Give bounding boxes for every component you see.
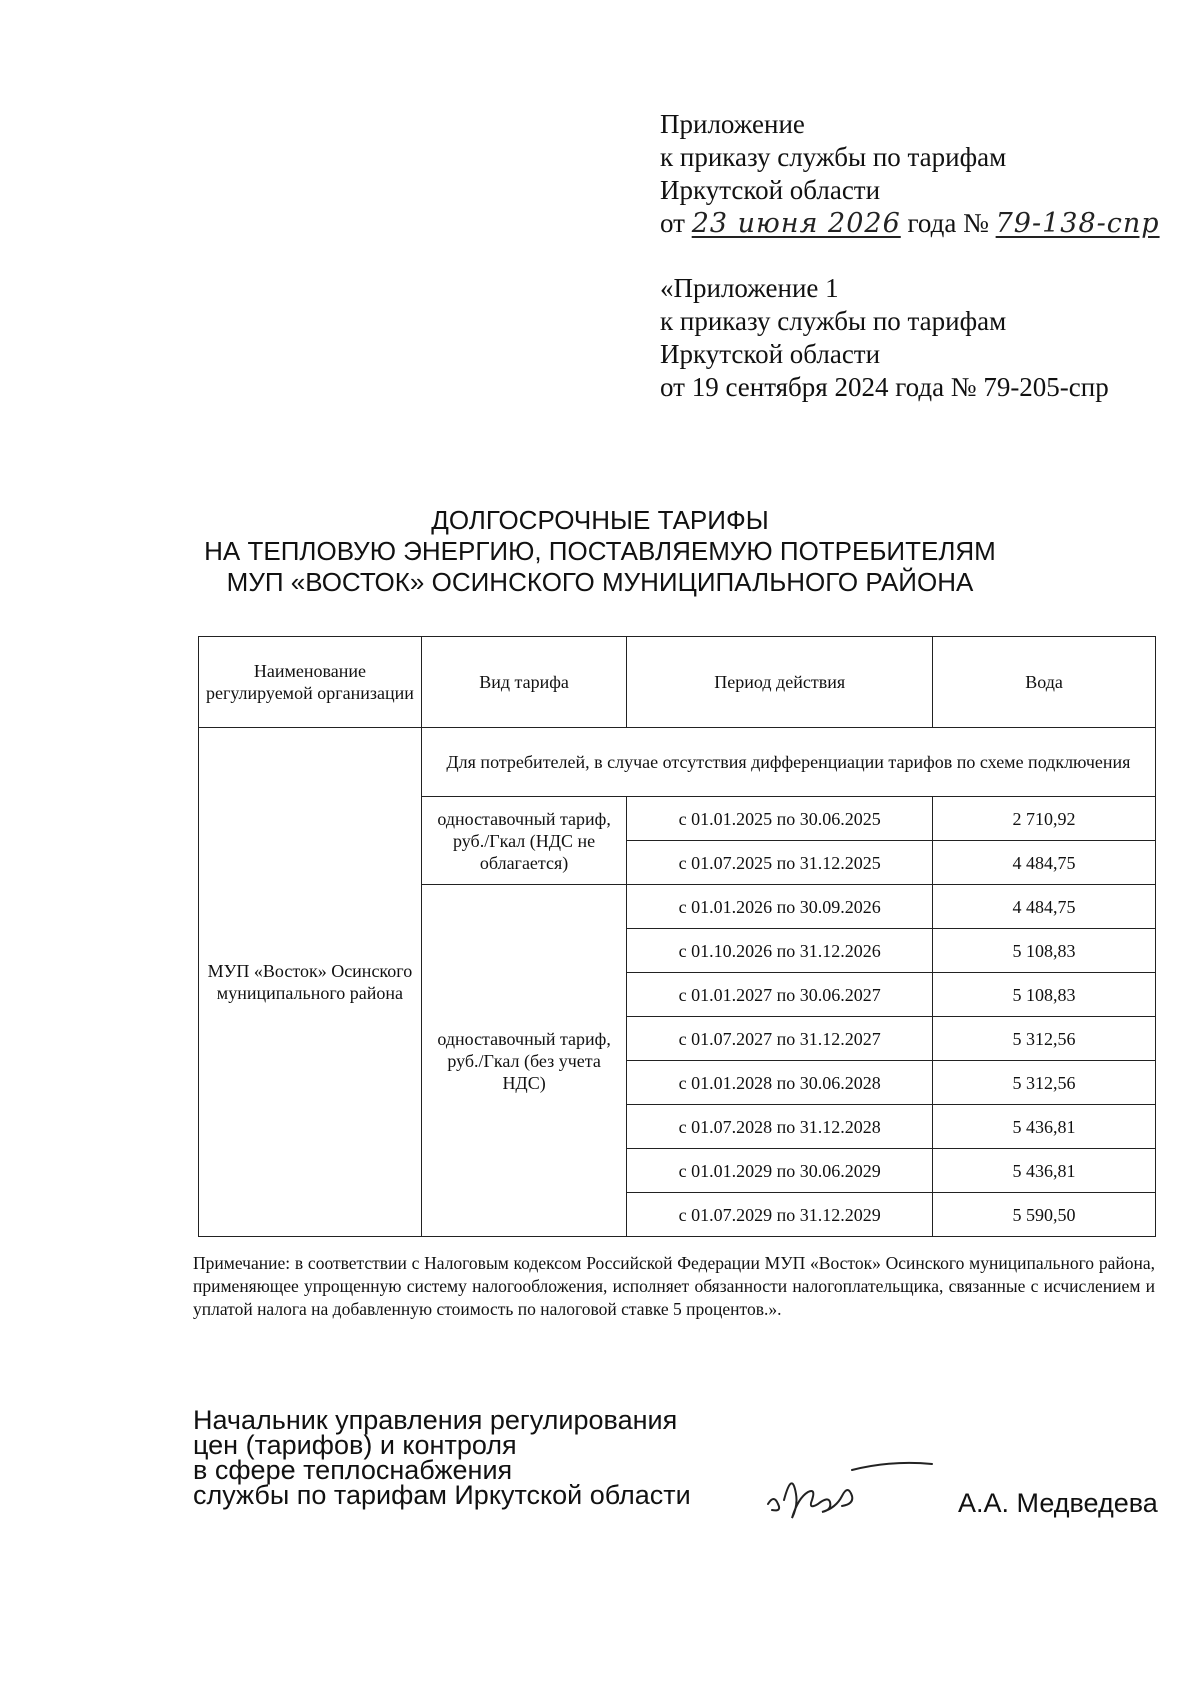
annex-title: Приложение <box>660 109 805 139</box>
annex-line: Иркутской области <box>660 175 881 205</box>
handwritten-date: 23 июня 2026 <box>691 208 901 239</box>
value-cell: 2 710,92 <box>933 797 1156 841</box>
value-cell: 5 108,83 <box>933 973 1156 1017</box>
annex-line: к приказу службы по тарифам <box>660 142 1007 172</box>
date-prefix: от <box>660 208 685 238</box>
prior-annex-title: «Приложение 1 <box>660 273 839 303</box>
value-cell: 5 590,50 <box>933 1193 1156 1237</box>
signatory-line: Начальник управления регулирования <box>193 1405 678 1435</box>
period-cell: с 01.01.2027 по 30.06.2027 <box>627 973 933 1017</box>
tariff-type-cell: одноставочный тариф, руб./Гкал (без учета НДС) <box>421 885 627 1237</box>
handwritten-number: 79-138-спр <box>995 208 1160 239</box>
value-cell: 4 484,75 <box>933 885 1156 929</box>
title-line: МУП «ВОСТОК» ОСИНСКОГО МУНИЦИПАЛЬНОГО РАЙОНА <box>226 567 974 597</box>
period-cell: с 01.01.2029 по 30.06.2029 <box>627 1149 933 1193</box>
header-period: Период действия <box>627 637 933 728</box>
value-cell: 5 108,83 <box>933 929 1156 973</box>
value-cell: 5 436,81 <box>933 1105 1156 1149</box>
value-cell: 4 484,75 <box>933 841 1156 885</box>
period-cell: с 01.07.2025 по 31.12.2025 <box>627 841 933 885</box>
annex-header <box>660 108 1160 240</box>
prior-annex-date: от 19 сентября 2024 года № 79-205-спр <box>660 372 1109 402</box>
period-cell: с 01.07.2029 по 31.12.2029 <box>627 1193 933 1237</box>
section-caption: Для потребителей, в случае отсутствия дифференциации тарифов по схеме подключения <box>421 728 1155 797</box>
footnote: Примечание: в соответствии с Налоговым кодексом Российской Федерации МУП «Восток» Осинского муниципального района, применяющее упрощенную систему налогообложения, исполняет обязанности налогоплательщика, связанные с исчислением и уплатой налога на добавленную стоимость по налоговой ставке 5 процентов.». <box>193 1253 1155 1319</box>
signatory-line: цен (тарифов) и контроля <box>193 1430 517 1460</box>
value-cell: 5 436,81 <box>933 1149 1156 1193</box>
title-line: НА ТЕПЛОВУЮ ЭНЕРГИЮ, ПОСТАВЛЯЕМУЮ ПОТРЕБИТЕЛЯМ <box>204 536 996 566</box>
value-cell: 5 312,56 <box>933 1017 1156 1061</box>
period-cell: с 01.01.2026 по 30.09.2026 <box>627 885 933 929</box>
organization-cell: МУП «Восток» Осинского муниципального района <box>199 728 422 1237</box>
value-cell: 5 312,56 <box>933 1061 1156 1105</box>
tariff-type-cell: одноставочный тариф, руб./Гкал (НДС не облагается) <box>421 797 627 885</box>
signer-name: А.А. Медведева <box>958 1488 1158 1518</box>
annex-date-line <box>660 207 1160 240</box>
prior-annex-line: Иркутской области <box>660 339 881 369</box>
period-cell: с 01.01.2025 по 30.06.2025 <box>627 797 933 841</box>
table-row <box>199 728 1156 797</box>
document-title <box>160 505 1040 598</box>
period-cell: с 01.01.2028 по 30.06.2028 <box>627 1061 933 1105</box>
handwritten-signature <box>760 1452 940 1532</box>
period-cell: с 01.07.2028 по 31.12.2028 <box>627 1105 933 1149</box>
prior-annex-header <box>660 272 1109 404</box>
period-cell: с 01.07.2027 по 31.12.2027 <box>627 1017 933 1061</box>
header-tariff-type: Вид тарифа <box>421 637 627 728</box>
number-prefix: года № <box>907 208 989 238</box>
signatory-line: в сфере теплоснабжения <box>193 1455 513 1485</box>
period-cell: с 01.10.2026 по 31.12.2026 <box>627 929 933 973</box>
tariff-table <box>198 636 1156 1237</box>
signatory-line: службы по тарифам Иркутской области <box>193 1480 691 1510</box>
title-line: ДОЛГОСРОЧНЫЕ ТАРИФЫ <box>431 505 769 535</box>
header-organization: Наименование регулируемой организации <box>199 637 422 728</box>
prior-annex-line: к приказу службы по тарифам <box>660 306 1007 336</box>
table-header-row <box>199 637 1156 728</box>
signatory-title <box>193 1405 691 1510</box>
header-water: Вода <box>933 637 1156 728</box>
